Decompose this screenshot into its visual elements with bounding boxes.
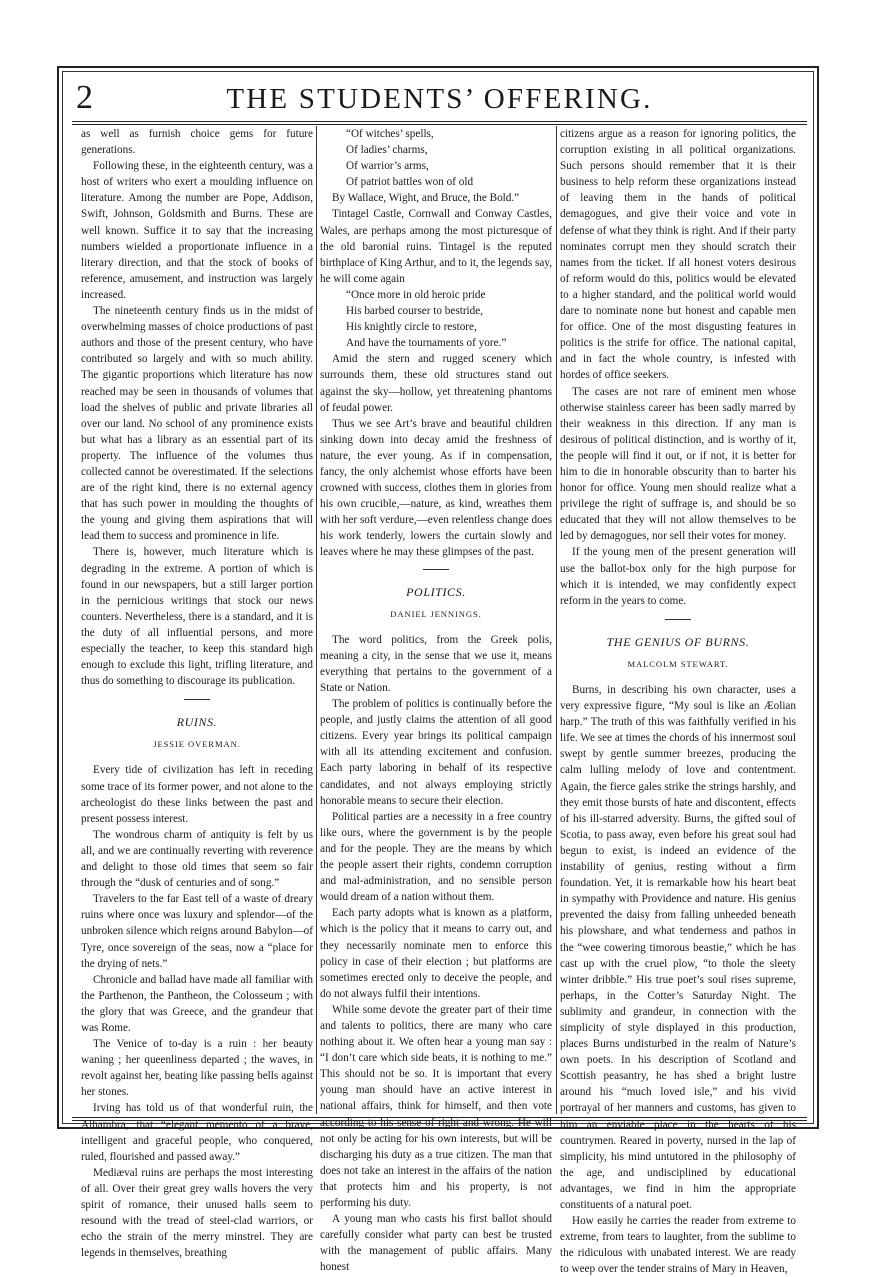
paragraph: If the young men of the present generation will use the ballot-box only for the high purpose for which it is intended, we may confidently expect reform in the years to come. <box>560 546 796 607</box>
paragraph: How easily he carries the reader from extreme to extreme, from tears to laughter, from the sublime to the ridiculous with unabated interest. We are ready to weep over the tender strains of Mary in Heaven, <box>560 1215 796 1276</box>
paragraph: Thus we see Art’s brave and beautiful children sinking down into decay amid the freshness of nature, the ever young. As if in compensation, fancy, the only alchemist whose efforts have been crowned with success, clothes them in glories from his own crucible,—nature, as kind, wreathes them with her soft verdure,—even relentless change does his work tenderly, lowers the curtain slowly and leaves where he may these glimpses of the past. <box>320 417 552 559</box>
verse-line: Of patriot battles won of old <box>346 176 474 189</box>
paragraph: Political parties are a necessity in a free country like ours, where the government is by the people and for the people. They are the means by which the people assert their rights, condemn corruption and mal-administration, and no sensible person would dream of a nation without them. <box>320 810 552 904</box>
paragraph: Tintagel Castle, Cornwall and Conway Castles, Wales, are perhaps among the most picturesque of the old baronial ruins. Tintagel is the reputed birthplace of King Arthur, and to it, the legends say, he will come again <box>320 208 552 285</box>
article-author-ruins: JESSIE OVERMAN. <box>153 739 241 750</box>
article-author-burns: MALCOLM STEWART. <box>627 658 729 669</box>
masthead <box>72 78 807 120</box>
column-3 <box>560 126 796 1277</box>
verse-line: Of ladies’ charms, <box>346 144 428 157</box>
paragraph: Chronicle and ballad have made all familiar with the Parthenon, the Pantheon, the Colosseum ; with the glory that was Greece, and the grandeur that was Rome. <box>81 973 313 1034</box>
masthead-rule-thin <box>72 124 807 125</box>
section-divider <box>184 699 210 700</box>
bottom-rule-thin <box>72 1117 807 1118</box>
newspaper-title: THE STUDENTS’ OFFERING. <box>226 83 653 115</box>
paragraph: The word politics, from the Greek polis, meaning a city, in the sense that we use it, means everything that pertains to the government of a State or Nation. <box>320 633 552 694</box>
masthead-rule <box>72 121 807 122</box>
bottom-rule <box>72 1120 807 1121</box>
paragraph: The wondrous charm of antiquity is felt by us all, and we are continually reverting with reverence and delight to those old times that seem so fair through the “dusk of centuries and of song.” <box>81 828 313 890</box>
verse-line: “Once more in old heroic pride <box>346 288 486 301</box>
paragraph: Burns, in describing his own character, uses a very expressive figure, “My soul is like an Æolian harp.” The truth of this was faithfully verified in his life. We see at times the chords of his innermost soul swept by gentle summer breezes, producing the calm lulling melody of love and contentment. Again, the fierce gales strike the strings harshly, and they emit those bursts of hate and discontent, effects of his ill-starred adversity. Burns, the gifted soul of Scotia, to pass away, even before his great soul had begun to exist, is indeed an evidence of the instability of genius, resting without a firm foundation. Yet, it is remarkable how his heart beat in sympathy with Providence and nature. His genius prevented the daisy from falling unheeded beneath his plowshare, and what tenderness and pathos in the “wee cowering timorous beastie,” which he has cast up with the cruel plow, “to thole the sleety winter dribble.” His true poet’s soul rises supreme, perhaps, in the Cotter’s Saturday Night. The sublimity and grandeur, in connection with the simplicity of style displayed in this production, places Burns undisturbed in the realm of Nature’s own poets. In his description of Scotland and Scottish peasantry, he has shed a bright lustre around his “much loved isle,” and his vivid portrayal of her manners and customs, has given to him an enviable place in the hearts of his countrymen. Reared in poverty, nursed in the lap of simplicity, his mind untutored in the philosophy of the age, and undisciplined by educational advantages, we find in him the appropriate constituents of a natural poet. <box>560 684 796 1211</box>
paragraph: The cases are not rare of eminent men whose otherwise stainless career has been sadly marred by their weakness in this direction. If any man is desirous of political distinction, and is worthy of it, the people will find it out, or if not, it is better for him to die in honorable obscurity than to barter his honor for office. Young men should realize what a privilege the right of suffrage is, and should be so educated that they will not allow themselves to be led by demagogues, nor sell their votes for money. <box>560 385 796 543</box>
paragraph: Irving has told us of that wonderful ruin, the Alhambra, that “elegant memento of a brave, intelligent and graceful people, who conquered, ruled, flourished and passed away.” <box>81 1102 313 1163</box>
column-1 <box>81 126 313 1261</box>
paragraph: While some devote the greater part of their time and talents to politics, there are many who care nothing about it. We often hear a young man say : “I don’t care which side beats, it is nothing to me.” This should not be so. It is important that every young man should have an active interest in national affairs, think for himself, and then vote according to his sense of right and wrong. He will not only be acting for his own interests, but will be discharging his duty as a true citizen. The man that does not take an interest in the affairs of the nation that protects him and his property, is not performing his duty. <box>320 1003 552 1209</box>
section-divider <box>423 569 449 570</box>
article-title-burns: THE GENIUS OF BURNS. <box>606 634 750 649</box>
verse-line: Of warrior’s arms, <box>346 160 429 173</box>
paragraph: citizens argue as a reason for ignoring politics, the corruption existing in all political organizations. Such persons should remember that it is their business to help reform these organizations instead of leaving them in the hands of political demagogues, and give their voice and vote in defense of what they think is right. And if their party nominates corrupt men they should scratch their names from the ticket. If all honest voters desirous of reform would do this, politics would be elevated to a higher standard, and the political world would dare to nominate none but honest and capable men for office. One of the most disgusting features in politics is the strife for office. The national capital, and in fact the whole country, is infested with hordes of office seekers. <box>560 128 796 382</box>
column-2 <box>320 126 552 1275</box>
article-title-ruins: RUINS. <box>176 715 218 730</box>
paragraph: Following these, in the eighteenth century, was a host of writers who exert a moulding influence on literature. Among the number are Pope, Addison, Swift, Johnson, Goldsmith and Burns. These are well known. Suffice it to say that the increasing numbers wielded a proportionate influence in a literary direction, and that the stock of books of reference, amusement, and instruction was largely increased. <box>81 160 313 301</box>
page-number: 2 <box>76 79 93 116</box>
verse-line: His knightly circle to restore, <box>346 321 477 334</box>
column-separator-2 <box>556 126 557 1114</box>
verse-line: His barbed courser to bestride, <box>346 305 484 318</box>
section-divider <box>665 619 691 620</box>
verse-line: And have the tournaments of yore.” <box>346 337 507 350</box>
paragraph: Mediæval ruins are perhaps the most interesting of all. Over their great grey walls hovers the very spirit of romance, their unused halls seem to resound with the tread of steel-clad warriors, or echo the strain of the merry minstrel. They are legends in themselves, breathing <box>81 1166 313 1260</box>
paragraph: The problem of politics is continually before the people, and justly claims the attention of all good citizens. Every year brings its political campaign with all its attending excitement and confusion. Each party laboring in behalf of its respective candidates, and not always employing strictly honorable means to secure their election. <box>320 698 552 807</box>
paragraph: Amid the stern and rugged scenery which surrounds them, these old structures stand out against the sky—hollow, yet threatening phantoms of feudal power. <box>320 353 552 414</box>
verse-line: “Of witches’ spells, <box>346 128 434 140</box>
paragraph: The Venice of to-day is a ruin : her beauty waning ; her queenliness departed ; the waves, in revolt against her, beating like passing bells against her stones. <box>81 1038 313 1099</box>
paragraph: A young man who casts his first ballot should carefully consider what party can best be trusted with the management of public affairs. Many honest <box>320 1213 552 1274</box>
paragraph: as well as furnish choice gems for future generations. <box>81 128 313 157</box>
verse-line: By Wallace, Wight, and Bruce, the Bold.” <box>332 192 520 205</box>
paragraph: Each party adopts what is known as a platform, which is the policy that it means to carry out, and they necessarily nominate men to enforce this policy in case of their election ; but platforms are sometimes erected only to deceive the people, and do not always fulfil their intentions. <box>320 907 552 1000</box>
article-title-politics: POLITICS. <box>406 584 466 599</box>
article-author-politics: DANIEL JENNINGS. <box>390 608 482 619</box>
column-separator-1 <box>316 126 317 1114</box>
paragraph: Travelers to the far East tell of a waste of dreary ruins where once was luxury and splendor—of the unbroken silence which reigns around Babylon—of Tyre, once sovereign of the seas, now a “place for the drying of nets.” <box>81 893 313 970</box>
paragraph: There is, however, much literature which is degrading in the extreme. A portion of which is found in our newspapers, but a still larger portion in the pernicious writings that stock our news counters. Nevertheless, there is a standard, and it is the duty of all influential persons, and more especially the teacher, to keep this standard high enough to exclude this light, trifling literature, and thus do something to discourage its publication. <box>81 546 313 688</box>
paragraph: Every tide of civilization has left in receding some trace of its former power, and not alone to the archeologist do these links between the past and present possess interest. <box>81 764 313 825</box>
paragraph: The nineteenth century finds us in the midst of overwhelming masses of choice productions of past authors and those of the present century, who have contributed so largely and with so much ability. The gigantic proportions which literature has now reached may be seen in thousands of volumes that load the shelves of public and private libraries all over our land. No school of any prominence exists but what has a library as an essential part of its property. The influence of the volumes thus collected cannot be overestimated. If the selections are of the right kind, there is no external agency that has such power in moulding the thoughts of the young and giving them aspirations that will lead them to success and prominence in life. <box>81 305 313 543</box>
